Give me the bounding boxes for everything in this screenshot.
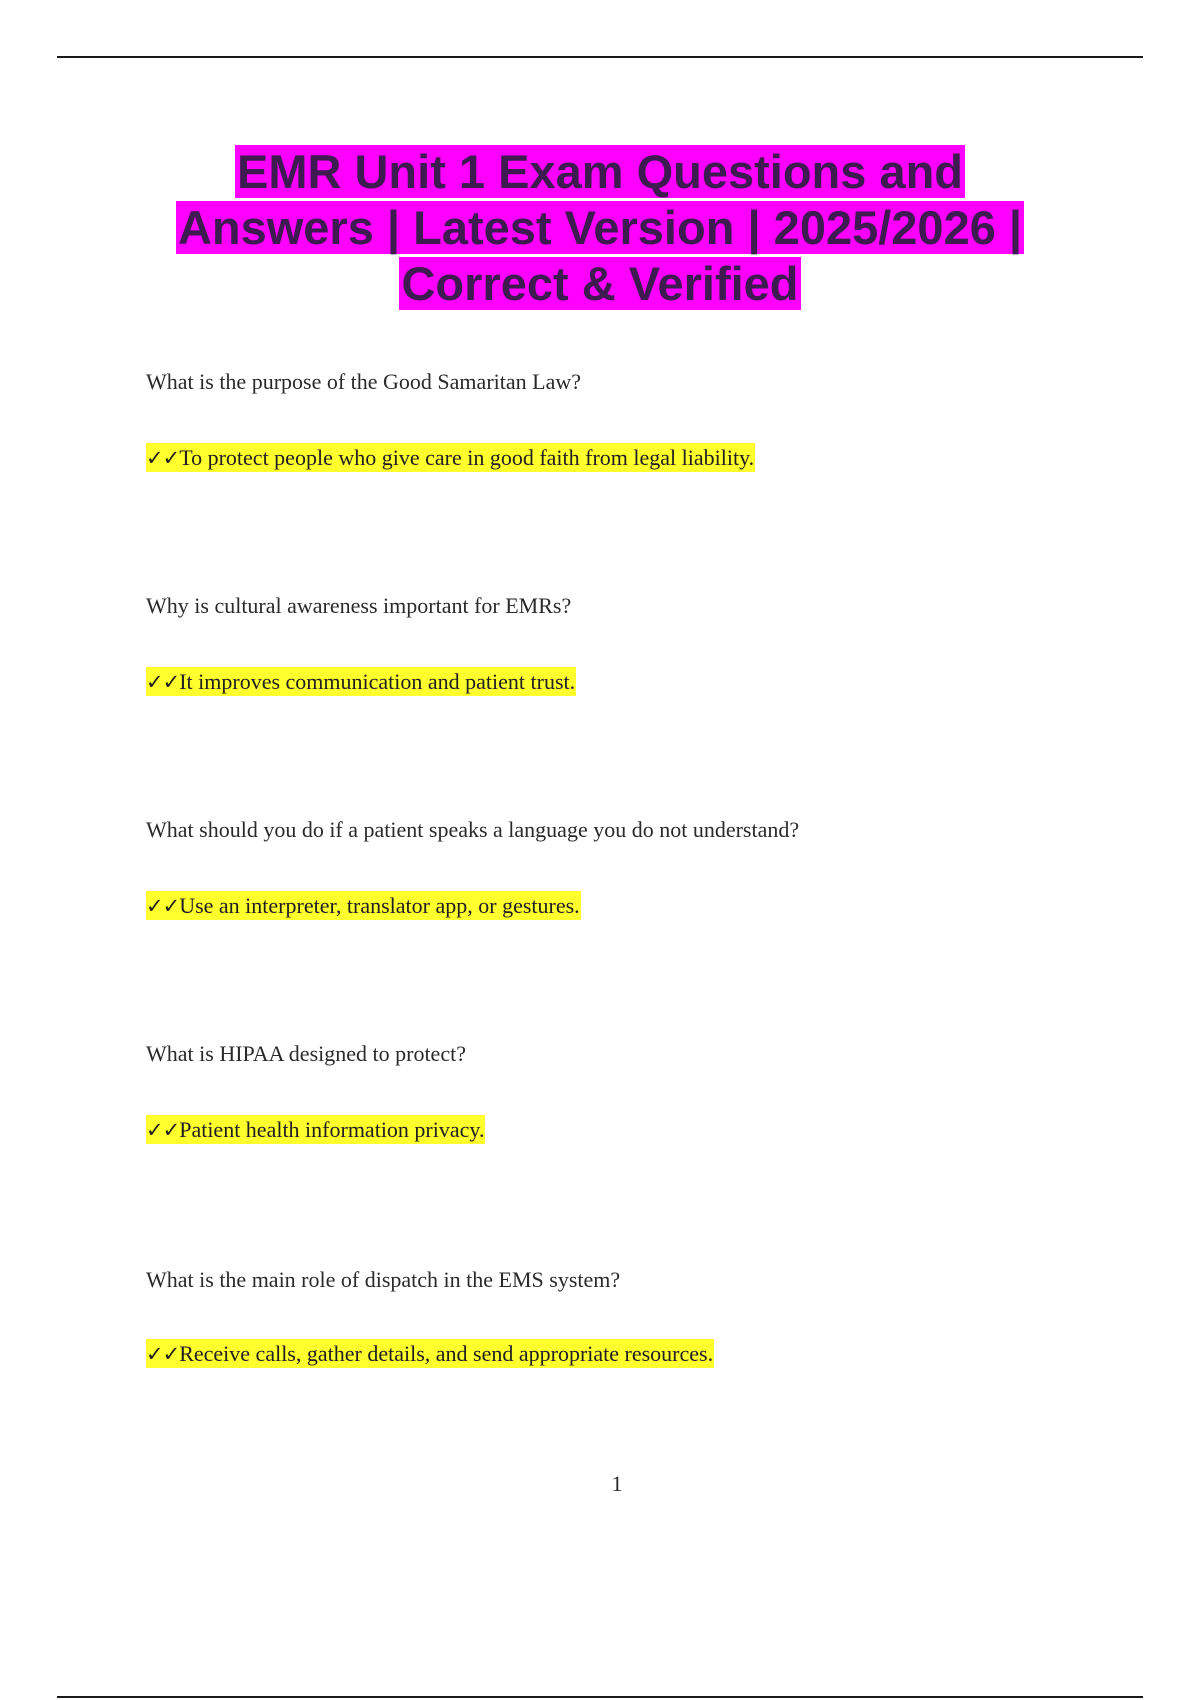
qa-item (146, 1040, 485, 1144)
qa-item (146, 816, 799, 920)
question-text: What is the main role of dispatch in the EMS system? (146, 1267, 621, 1292)
answer-highlight (146, 891, 581, 920)
page-number: 1 (611, 1471, 623, 1496)
answer (146, 892, 799, 920)
double-check-icon: ✓✓ (146, 1342, 180, 1366)
answer-highlight (146, 1339, 714, 1368)
title-line: Answers | Latest Version | 2025/2026 | (177, 201, 1023, 254)
question-text: Why is cultural awareness important for EMRs? (146, 593, 572, 618)
answer-text: To protect people who give care in good faith from legal liability. (179, 445, 755, 470)
answer (146, 1116, 485, 1144)
title-line: EMR Unit 1 Exam Questions and (236, 145, 964, 198)
answer-text: Use an interpreter, translator app, or gestures. (179, 893, 580, 918)
double-check-icon: ✓✓ (146, 894, 180, 918)
title-line: Correct & Verified (401, 257, 799, 310)
qa-item (146, 1266, 714, 1368)
qa-item (146, 592, 576, 696)
answer-highlight (146, 667, 576, 696)
answer-highlight (146, 443, 755, 472)
question-text: What is HIPAA designed to protect? (146, 1041, 466, 1066)
question-text: What should you do if a patient speaks a language you do not understand? (146, 817, 800, 842)
double-check-icon: ✓✓ (146, 1118, 180, 1142)
header-rule (57, 56, 1143, 58)
question-text: What is the purpose of the Good Samaritan Law? (146, 369, 581, 394)
double-check-icon: ✓✓ (146, 670, 180, 694)
answer (146, 668, 576, 696)
answer-text: Patient health information privacy. (179, 1117, 485, 1142)
answer-highlight (146, 1115, 485, 1144)
answer-text: Receive calls, gather details, and send appropriate resources. (179, 1341, 714, 1366)
document-title (0, 144, 1200, 312)
footer-rule (57, 1696, 1143, 1698)
answer (146, 444, 755, 472)
double-check-icon: ✓✓ (146, 446, 180, 470)
answer (146, 1340, 714, 1368)
answer-text: It improves communication and patient trust. (179, 669, 576, 694)
qa-item (146, 368, 755, 472)
